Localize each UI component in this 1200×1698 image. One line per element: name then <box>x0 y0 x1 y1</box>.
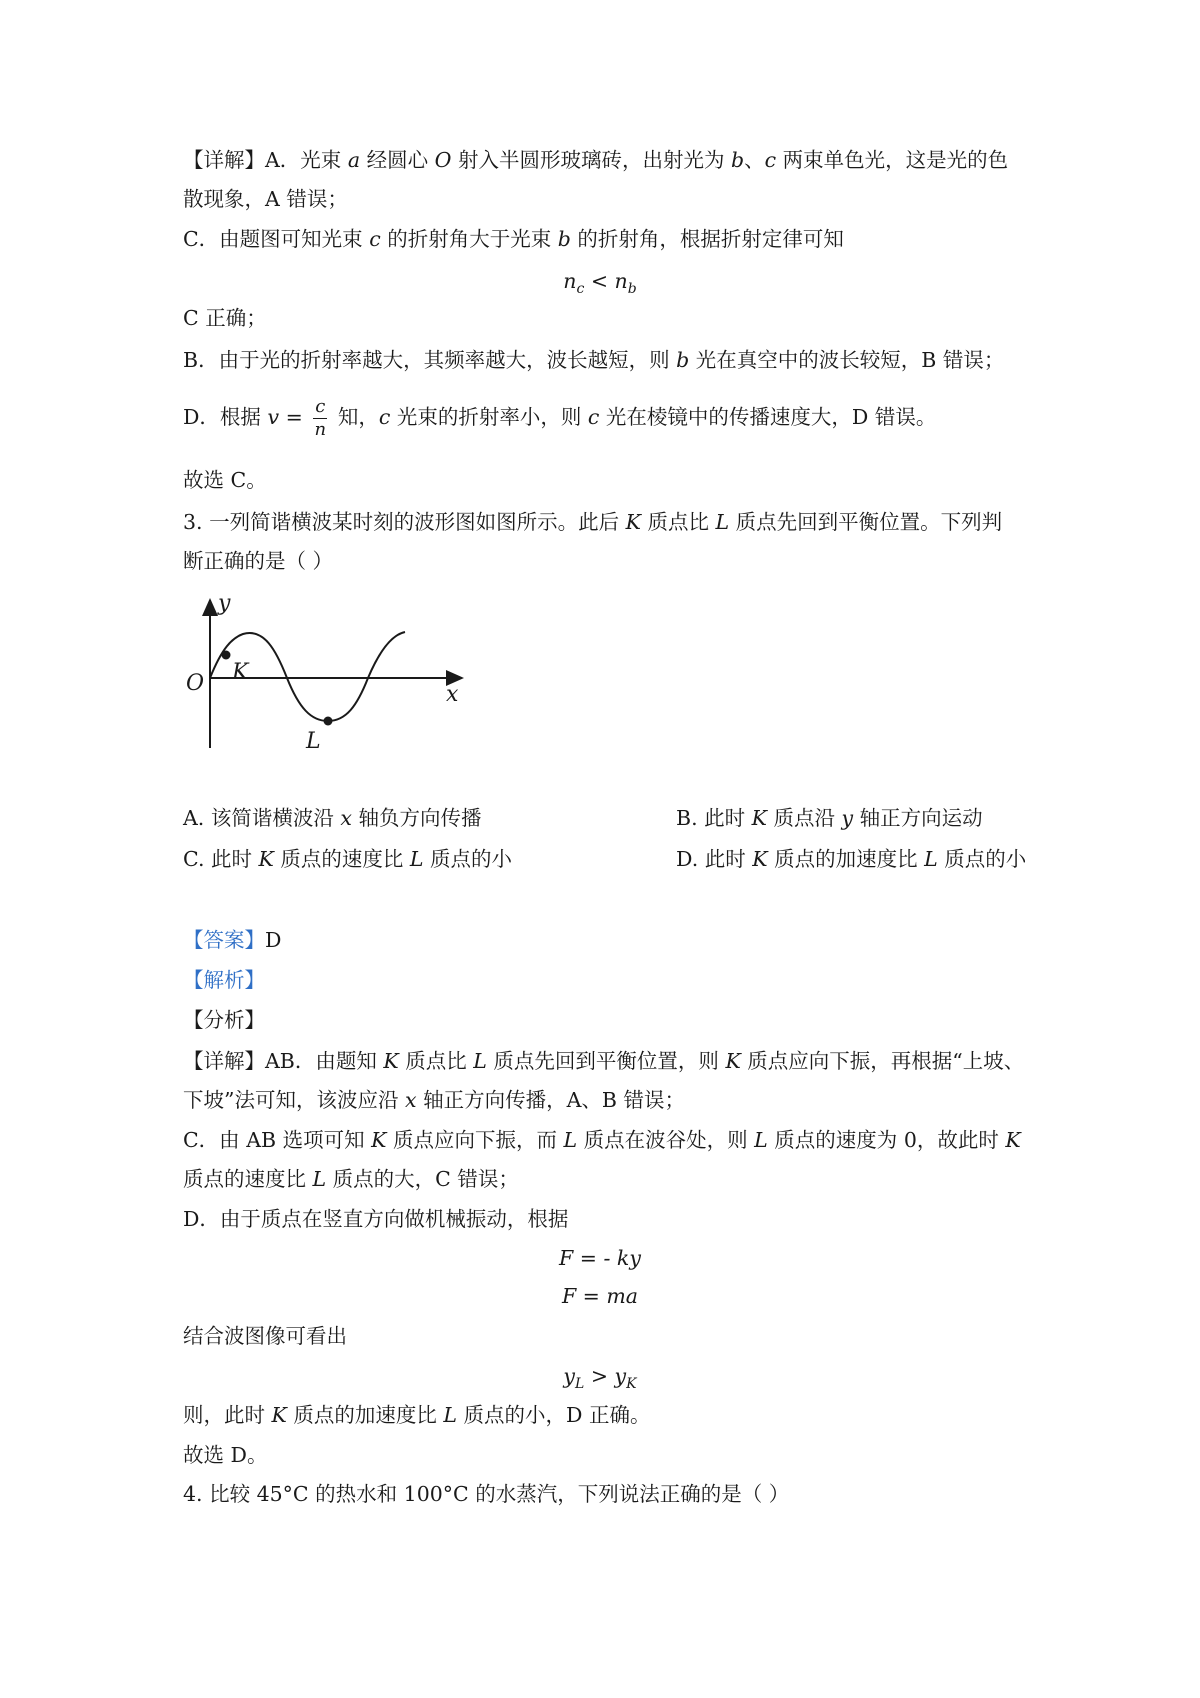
option-c[interactable]: C. 此时 K 质点的速度比 L 质点的小 <box>183 847 513 871</box>
prev-detail-line-3: C．由题图可知光束 c 的折射角大于光束 b 的折射角，根据折射定律可知 <box>183 227 844 251</box>
prev-detail-line-5: B．由于光的折射率越大，其频率越大，波长越短，则 b 光在真空中的波长较短，B 错误； <box>183 348 1005 372</box>
prev-detail-line-4: C 正确； <box>183 306 267 330</box>
option-a[interactable]: A. 该简谐横波沿 x 轴负方向传播 <box>183 806 482 830</box>
point-k-label: K <box>232 660 249 685</box>
point-l-label: L <box>306 729 321 754</box>
option-d[interactable]: D. 此时 K 质点的加速度比 L 质点的小 <box>676 847 1027 871</box>
detail-line-3: C．由 AB 选项可知 K 质点应向下振，而 L 质点在波谷处，则 L 质点的速度为 0，故此时 K <box>183 1128 1021 1152</box>
equation-yl-gt-yk: $y_L > y_K$ <box>563 1364 637 1392</box>
y-axis-label: y <box>218 591 231 616</box>
detail-line-6: 结合波图像可看出 <box>183 1324 347 1348</box>
equation-f-ma: F = ma <box>561 1284 639 1308</box>
prev-detail-line-1: 【详解】A．光束 a 经圆心 O 射入半圆形玻璃砖，出射光为 b、c 两束单色光，这是光的色 <box>183 148 1009 172</box>
x-axis-label: x <box>446 682 459 707</box>
wave-figure <box>180 590 480 760</box>
answer-line: 【答案】D <box>183 928 282 952</box>
detail-line-7: 则，此时 K 质点的加速度比 L 质点的小，D 正确。 <box>183 1403 651 1427</box>
fenxi-label: 【分析】 <box>183 1008 265 1032</box>
prev-detail-line-7: 故选 C。 <box>183 468 267 492</box>
point-k-dot <box>222 651 231 660</box>
question-3-line-1: 3. 一列简谐横波某时刻的波形图如图所示。此后 K 质点比 L 质点先回到平衡位置。下列判 <box>183 510 1003 534</box>
question-4-line: 4. 比较 45°C 的热水和 100°C 的水蒸汽，下列说法正确的是（ ） <box>183 1482 790 1506</box>
option-b[interactable]: B. 此时 K 质点沿 y 轴正方向运动 <box>676 806 983 830</box>
detail-line-2: 下坡”法可知，该波应沿 x 轴正方向传播，A、B 错误； <box>183 1088 685 1112</box>
detail-line-4: 质点的速度比 L 质点的大，C 错误； <box>183 1167 519 1191</box>
prev-detail-line-2: 散现象，A 错误； <box>183 187 348 211</box>
detail-line-5: D．由于质点在竖直方向做机械振动，根据 <box>183 1207 569 1231</box>
point-l-dot <box>324 717 333 726</box>
fraction-c-over-n: $\frac{c}{n}$ <box>314 396 327 440</box>
equation-f-minus-ky: F = - ky <box>559 1246 641 1270</box>
prev-detail-line-6: D．根据 v = $\frac{c}{n}$ 知，c 光束的折射率小，则 c 光在棱镜中的传播速度大，D 错误。 <box>183 396 937 440</box>
detail-line-1: 【详解】AB．由题知 K 质点比 L 质点先回到平衡位置，则 K 质点应向下振，再根据“上坡、 <box>183 1049 1025 1073</box>
question-3-line-2: 断正确的是（ ） <box>183 549 334 573</box>
detail-line-8: 故选 D。 <box>183 1443 268 1467</box>
origin-label: O <box>186 671 205 696</box>
equation-nc-lt-nb: $n_c < n_b$ <box>563 269 637 297</box>
analysis-label: 【解析】 <box>183 968 265 992</box>
